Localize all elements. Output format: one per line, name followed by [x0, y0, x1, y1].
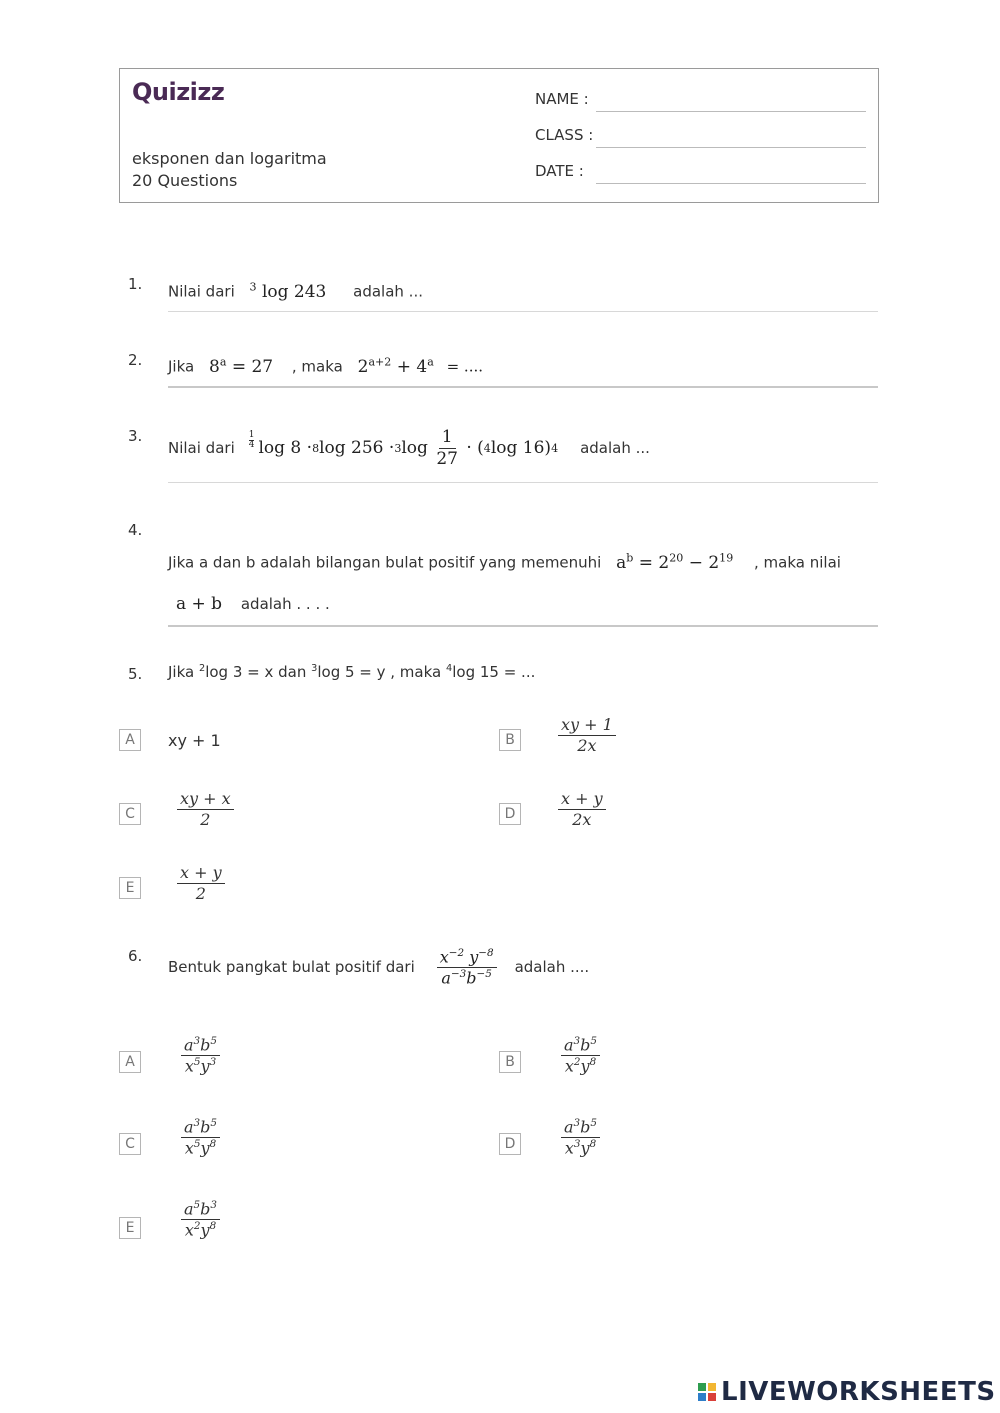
question-2-divider	[168, 386, 878, 388]
question-4-divider	[168, 625, 878, 627]
date-field[interactable]	[596, 183, 866, 184]
q5-option-d[interactable]: $\frac{x + y}{2x}$	[558, 790, 606, 828]
question-4-number: 4.	[128, 521, 143, 539]
liveworksheets-icon	[698, 1383, 716, 1401]
question-2-text	[168, 355, 483, 377]
question-1-suffix: adalah ...	[353, 282, 423, 301]
q6-option-c[interactable]: $\frac{a^3b^5}{x^5y^8}$	[181, 1118, 220, 1157]
question-5-number: 5.	[128, 665, 143, 683]
worksheet-header	[119, 68, 879, 203]
name-label: NAME :	[535, 90, 589, 108]
question-6-formula: $\frac{x^{-2} y^{-8}}{a^{-3}b^{-5}}$	[437, 948, 497, 987]
q5-option-c[interactable]: $\frac{xy + x}{2}$	[177, 790, 234, 828]
name-field[interactable]	[596, 111, 866, 112]
q5-option-e[interactable]: $\frac{x + y}{2}$	[177, 864, 225, 902]
question-5-text-b: log 3 = x dan	[205, 663, 312, 681]
quiz-title: eksponen dan logaritma	[132, 149, 327, 168]
question-2-prefix: Jika	[168, 357, 195, 376]
question-3-text	[168, 428, 650, 468]
question-6-number: 6.	[128, 947, 143, 965]
q5-option-c-box[interactable]: C	[119, 803, 141, 825]
q6-option-a-box[interactable]: A	[119, 1051, 141, 1073]
question-2-suffix: = ....	[446, 357, 484, 376]
question-2-number: 2.	[128, 351, 143, 369]
q6-option-d[interactable]: $\frac{a^3b^5}{x^3y^8}$	[561, 1118, 600, 1157]
question-count: 20 Questions	[132, 171, 238, 190]
q5-option-a-box[interactable]: A	[119, 729, 141, 751]
q6-option-a[interactable]: $\frac{a^3b^5}{x^5y^3}$	[181, 1036, 220, 1075]
question-5-sup-2: 3	[311, 663, 318, 674]
question-3-number: 3.	[128, 427, 143, 445]
question-3-prefix: Nilai dari	[168, 439, 235, 458]
q5-option-b[interactable]: $\frac{xy + 1}{2x}$	[558, 716, 616, 754]
question-3-suffix: adalah ...	[580, 439, 650, 458]
question-3-formula: 1 4 log 8 · $_8$ log 256 · 3 log $\frac{1}{27}$ · ( 4 log 16) 4	[248, 427, 559, 469]
question-2-middle: , maka	[291, 357, 343, 376]
question-5-text-c: log 5 = y , maka	[317, 663, 446, 681]
q5-option-e-box[interactable]: E	[119, 877, 141, 899]
question-2-formula-a: $8^a = 27$	[209, 355, 274, 377]
question-3-divider	[168, 482, 878, 483]
liveworksheets-brand: LIVEWORKSHEETS	[721, 1377, 996, 1407]
question-1-divider	[168, 311, 878, 312]
question-5-text-a: Jika	[168, 663, 199, 681]
question-4-middle: , maka nilai	[754, 553, 841, 572]
question-4-suffix: adalah . . . .	[240, 595, 330, 613]
question-4-formula-sum: a + b	[176, 594, 223, 614]
q5-option-d-box[interactable]: D	[499, 803, 521, 825]
class-label: CLASS :	[535, 126, 594, 144]
question-6-text	[168, 948, 589, 987]
question-1-formula: $^3$ log 243	[249, 280, 327, 302]
question-2-formula-b: $2^{a+2} + 4^a$	[357, 355, 434, 377]
liveworksheets-logo	[698, 1377, 996, 1407]
question-4-text-line2	[168, 594, 330, 614]
q6-option-b[interactable]: $\frac{a^3b^5}{x^2y^8}$	[561, 1036, 600, 1075]
quizizz-logo: Quizizz	[132, 78, 225, 106]
question-4-prefix: Jika a dan b adalah bilangan bulat positif yang memenuhi	[168, 553, 602, 572]
question-4-text	[168, 551, 841, 573]
question-4-formula: $a^b = 2^{20} - 2^{19}$	[616, 551, 734, 573]
q5-option-b-box[interactable]: B	[499, 729, 521, 751]
q6-option-d-box[interactable]: D	[499, 1133, 521, 1155]
question-5-text-d: log 15 = ...	[452, 663, 536, 681]
q6-option-e[interactable]: $\frac{a^5b^3}{x^2y^8}$	[181, 1200, 220, 1239]
question-1-text	[168, 280, 423, 302]
question-5-text	[168, 663, 535, 681]
date-label: DATE :	[535, 162, 584, 180]
question-5-sup-1: 2	[198, 663, 206, 674]
question-6-prefix: Bentuk pangkat bulat positif dari	[168, 958, 415, 977]
class-field[interactable]	[596, 147, 866, 148]
question-1-number: 1.	[128, 275, 143, 293]
q6-option-e-box[interactable]: E	[119, 1217, 141, 1239]
q6-option-b-box[interactable]: B	[499, 1051, 521, 1073]
question-1-prefix: Nilai dari	[168, 282, 235, 301]
question-5-sup-3: 4	[446, 663, 453, 674]
q6-option-c-box[interactable]: C	[119, 1133, 141, 1155]
q5-option-a[interactable]: xy + 1	[168, 731, 221, 750]
question-6-suffix: adalah ....	[514, 958, 590, 977]
